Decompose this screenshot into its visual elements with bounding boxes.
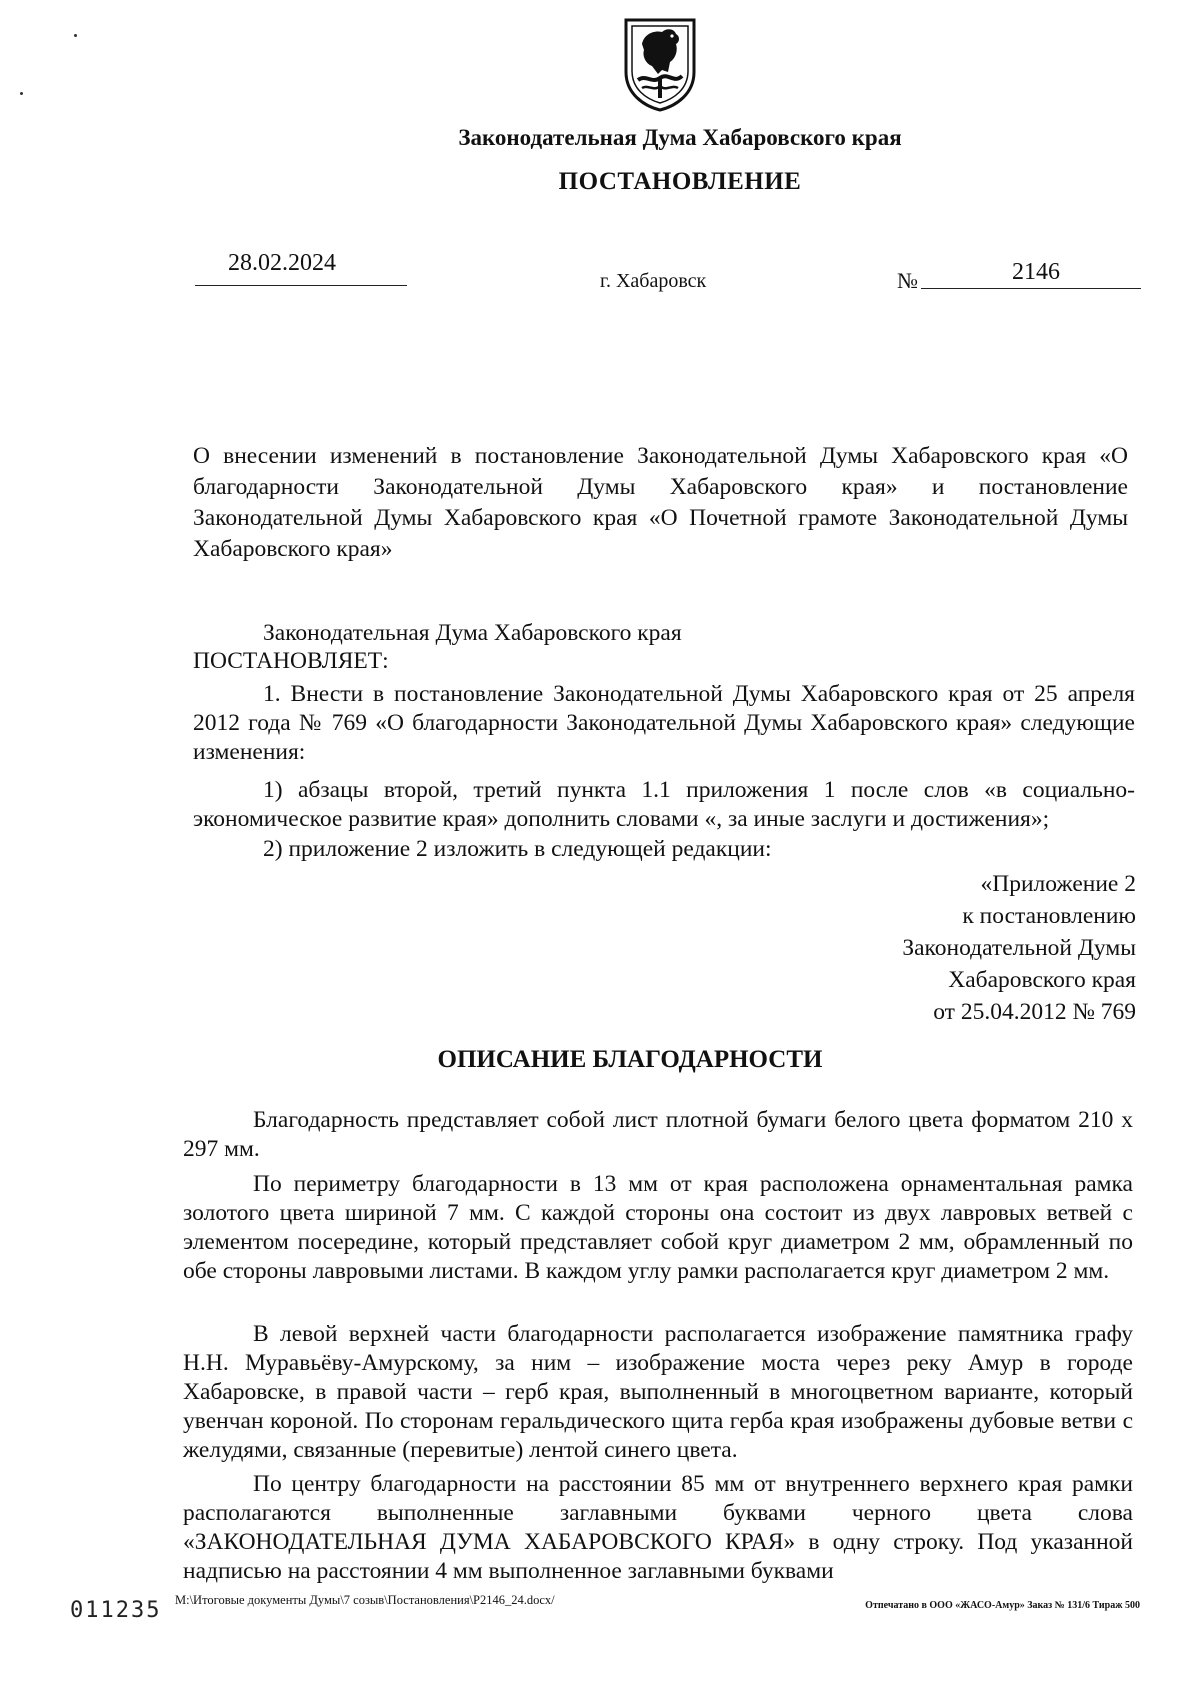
organization-name: Законодательная Дума Хабаровского края bbox=[458, 125, 902, 150]
appendix-line: Хабаровского края bbox=[948, 967, 1136, 993]
footer-serial-code: 011235 bbox=[70, 1598, 162, 1623]
document-type: ПОСТАНОВЛЕНИЕ bbox=[558, 168, 802, 195]
document-date: 28.02.2024 bbox=[228, 250, 336, 276]
date-underline bbox=[195, 285, 407, 286]
section-title: ОПИСАНИЕ БЛАГОДАРНОСТИ bbox=[437, 1046, 823, 1073]
number-underline bbox=[921, 288, 1141, 289]
description-paragraph: По центру благодарности на расстоянии 85 мм от внутреннего верхнего края рамки располагаются выполненные заглавными буквами черного цвета слова «ЗАКОНОДАТЕЛЬНАЯ ДУМА ХАБАРОВСКОГО КРАЯ» в одну строку. Под указанной надписью на расстоянии 4 мм выполненное заглавными буквами bbox=[183, 1471, 1133, 1584]
coat-of-arms-icon bbox=[620, 14, 700, 112]
appendix-heading bbox=[902, 868, 1136, 1028]
resolving-body: Законодательная Дума Хабаровского края bbox=[263, 620, 682, 646]
appendix-line: Законодательной Думы bbox=[902, 935, 1136, 961]
scan-speck bbox=[74, 34, 77, 37]
scan-speck bbox=[20, 92, 23, 95]
document-title: О внесении изменений в постановление Законодательной Думы Хабаровского края «О благодарности Законодательной Думы Хабаровского края» и постановление Законодательной Думы Хабаровского края «О Почетной грамоте Законодательной Думы Хабаровского края» bbox=[193, 443, 1128, 562]
footer-printer-info: Отпечатано в ООО «ЖАСО-Амур» Заказ № 131/6 Тираж 500 bbox=[865, 1600, 1140, 1611]
description-paragraph: По периметру благодарности в 13 мм от края расположена орнаментальная рамка золотого цвета шириной 7 мм. С каждой стороны она состоит из двух лавровых ветвей с элементом посередине, который представляет собой круг диаметром 2 мм, обрамленный по обе стороны лавровыми листами. В каждом углу рамки располагается круг диаметром 2 мм. bbox=[183, 1171, 1133, 1284]
appendix-line: от 25.04.2012 № 769 bbox=[933, 999, 1136, 1025]
appendix-line: «Приложение 2 bbox=[980, 871, 1136, 897]
footer-file-path: M:\Итоговые документы Думы\7 созыв\Постановления\P2146_24.docx/ bbox=[175, 1593, 555, 1607]
subitem-2: 2) приложение 2 изложить в следующей редакции: bbox=[263, 836, 772, 862]
subitem-1: 1) абзацы второй, третий пункта 1.1 приложения 1 после слов «в социально-экономическое развитие края» дополнить словами «, за иные заслуги и достижения»; bbox=[193, 777, 1135, 832]
number-sign: № bbox=[897, 268, 918, 293]
description-paragraph: Благодарность представляет собой лист плотной бумаги белого цвета форматом 210 х 297 мм. bbox=[183, 1107, 1133, 1162]
description-paragraph: В левой верхней части благодарности располагается изображение памятника графу Н.Н. Муравьёву-Амурскому, за ним – изображение моста через реку Амур в городе Хабаровске, в правой части – герб края, выполненный в многоцветном варианте, который увенчан короной. По сторонам геральдического щита герба края изображены дубовые ветви с желудями, связанные (перевитые) лентой синего цвета. bbox=[183, 1321, 1133, 1463]
document-city: г. Хабаровск bbox=[600, 270, 707, 292]
resolves-word: ПОСТАНОВЛЯЕТ: bbox=[193, 648, 389, 674]
document-number: 2146 bbox=[1012, 259, 1060, 285]
item-1: 1. Внести в постановление Законодательной Думы Хабаровского края от 25 апреля 2012 года № 769 «О благодарности Законодательной Думы Хабаровского края» следующие изменения: bbox=[193, 681, 1135, 765]
appendix-line: к постановлению bbox=[962, 903, 1136, 929]
